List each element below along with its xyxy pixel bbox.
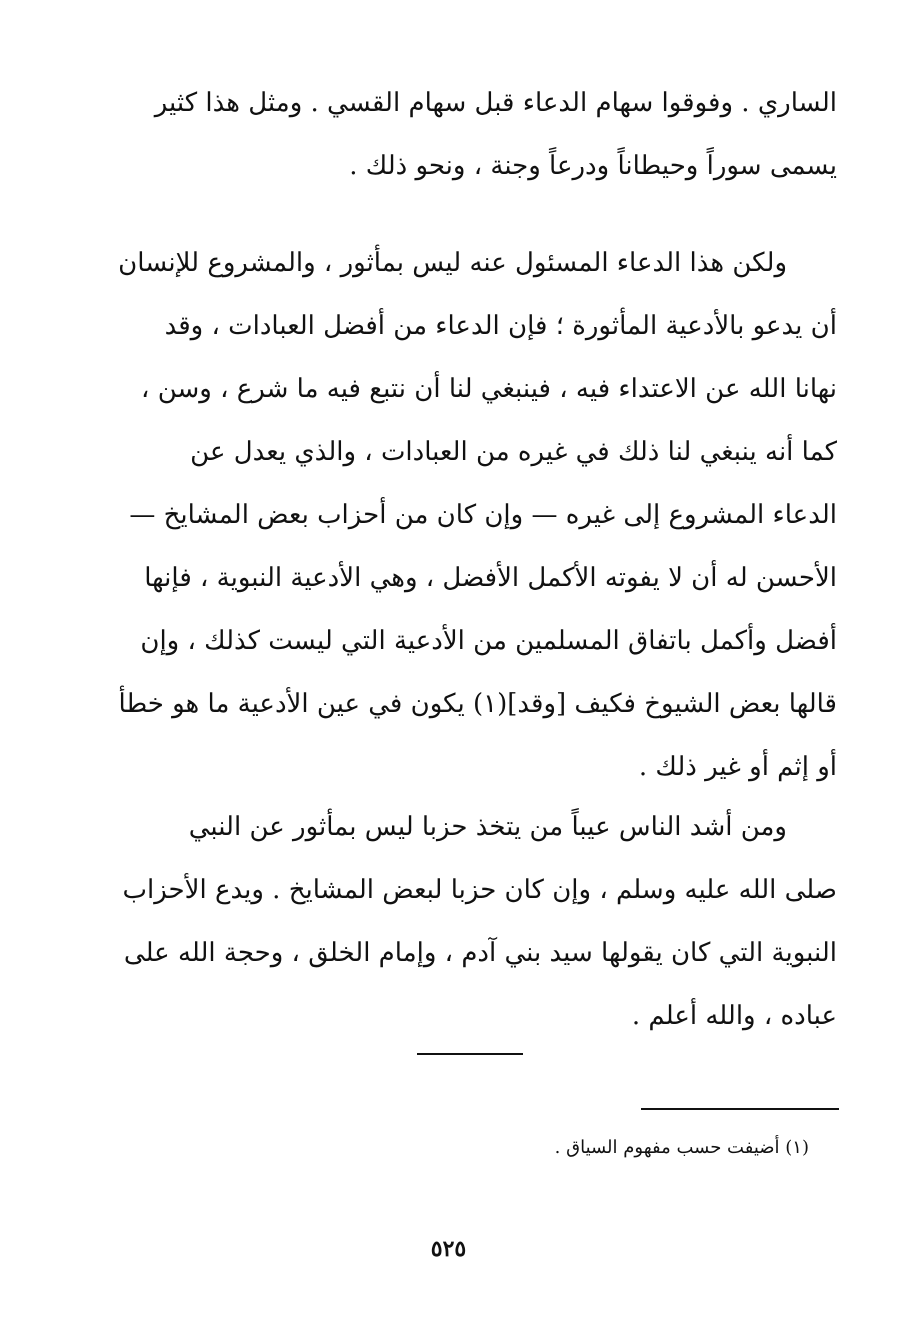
- paragraph-3: [117, 796, 837, 1048]
- text-line: عباده ، والله أعلم .: [631, 1001, 837, 1031]
- paragraph-1: [117, 72, 837, 198]
- footnote-rule: [641, 1108, 839, 1110]
- section-divider: [417, 1053, 523, 1055]
- page-number: ٥٢٥: [430, 1236, 467, 1262]
- text-line: أفضل وأكمل باتفاق المسلمين من الأدعية التي ليست كذلك ، وإن: [140, 626, 837, 656]
- text-line: نهانا الله عن الاعتداء فيه ، فينبغي لنا أن نتبع فيه ما شرع ، وسن ،: [141, 374, 837, 404]
- text-line: ومن أشد الناس عيباً من يتخذ حزبا ليس بمأثور عن النبي: [188, 812, 787, 842]
- text-line: صلى الله عليه وسلم ، وإن كان حزبا لبعض المشايخ . ويدع الأحزاب: [122, 875, 837, 905]
- text-line: ولكن هذا الدعاء المسئول عنه ليس بمأثور ، والمشروع للإنسان: [118, 248, 787, 278]
- text-line: كما أنه ينبغي لنا ذلك في غيره من العبادات ، والذي يعدل عن: [190, 437, 837, 467]
- text-line: الدعاء المشروع إلى غيره — وإن كان من أحزاب بعض المشايخ —: [129, 500, 837, 530]
- text-line: أو إثم أو غير ذلك .: [638, 752, 837, 782]
- text-line: أن يدعو بالأدعية المأثورة ؛ فإن الدعاء من أفضل العبادات ، وقد: [164, 311, 837, 341]
- text-line: الساري . وفوقوا سهام الدعاء قبل سهام القسي . ومثل هذا كثير: [154, 88, 837, 118]
- text-line: يسمى سوراً وحيطاناً ودرعاً وجنة ، ونحو ذلك .: [349, 151, 837, 181]
- text-line: النبوية التي كان يقولها سيد بني آدم ، وإمام الخلق ، وحجة الله على: [123, 938, 837, 968]
- text-line: قالها بعض الشيوخ فكيف [وقد](١) يكون في عين الأدعية ما هو خطأ: [118, 689, 837, 719]
- footnote: (١) أضيفت حسب مفهوم السياق .: [554, 1137, 809, 1158]
- text-line: الأحسن له أن لا يفوته الأكمل الأفضل ، وهي الأدعية النبوية ، فإنها: [144, 563, 837, 593]
- paragraph-2: [117, 232, 837, 799]
